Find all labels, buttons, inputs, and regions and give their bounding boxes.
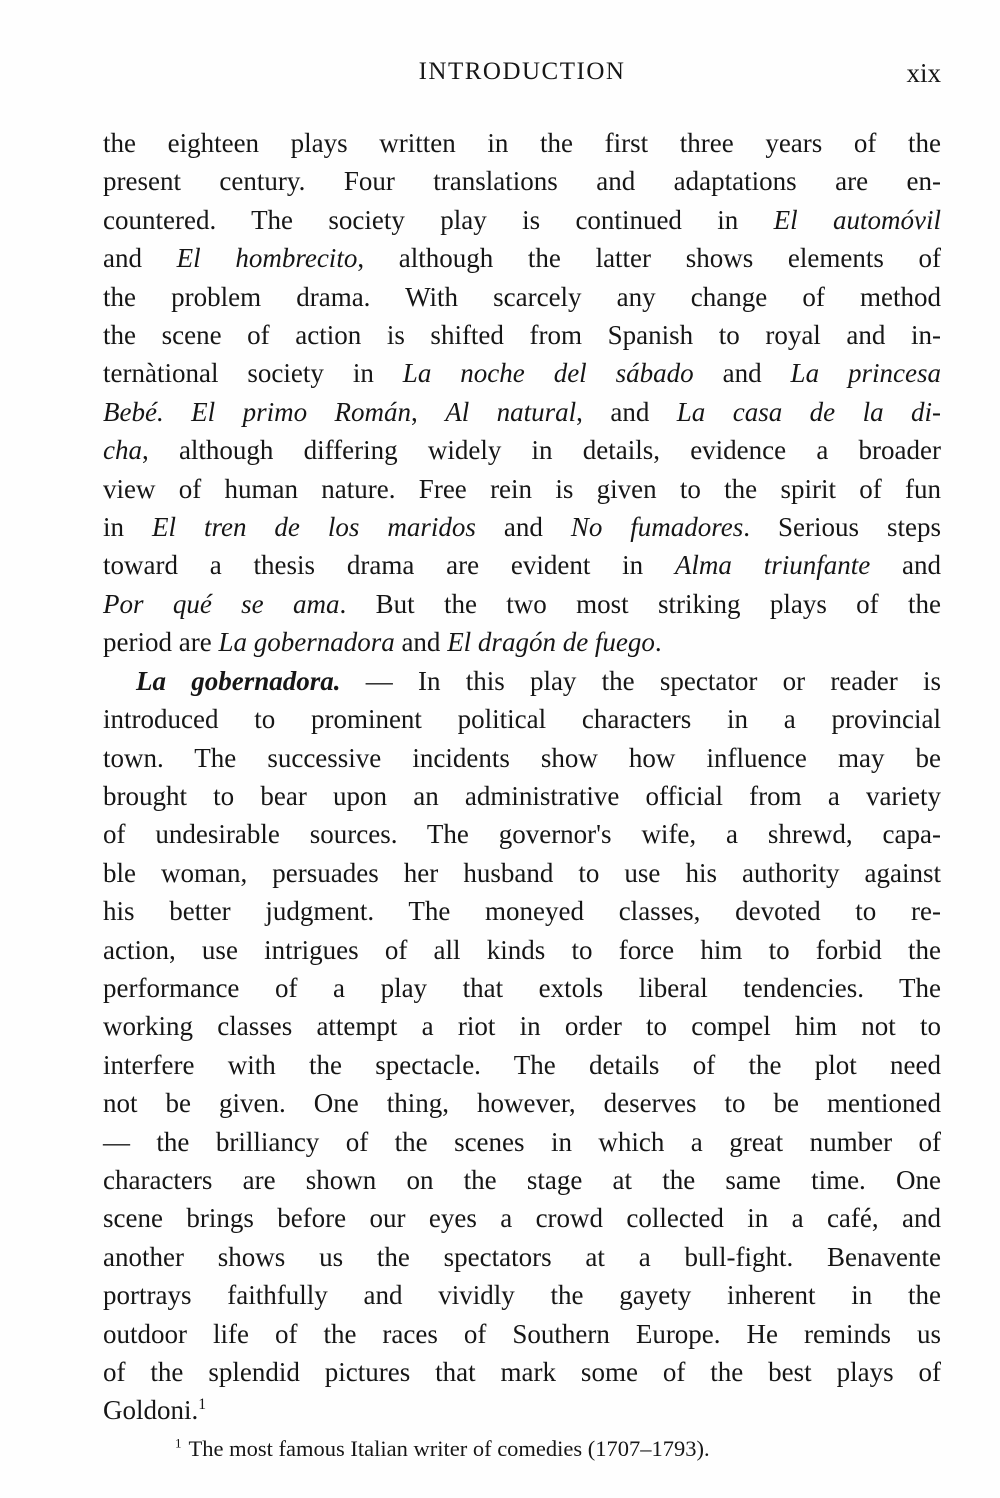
text-line [103, 1391, 941, 1429]
text-segment: Goldoni. [103, 1395, 199, 1426]
text-line [103, 662, 941, 700]
text-segment: ternàtional society in [103, 358, 403, 389]
text-line [103, 777, 941, 815]
text-segment: La gobernadora. [136, 665, 341, 696]
text-segment: and [870, 550, 941, 581]
text-line [103, 1007, 941, 1045]
text-line [103, 969, 941, 1007]
text-segment: interfere with the spectacle. The details of the plot need [103, 1049, 941, 1080]
text-segment: in [103, 512, 152, 543]
text-line [103, 278, 941, 316]
page-header [103, 58, 941, 92]
text-segment: — the brilliancy of the scenes in which a great number of [103, 1126, 941, 1157]
text-line [103, 354, 941, 392]
text-segment: cha [103, 435, 142, 466]
page-body [103, 124, 941, 1430]
text-segment: scene brings before our eyes a crowd collected in a café, and [103, 1203, 941, 1234]
text-line [103, 1084, 941, 1122]
text-segment: . But the two most striking plays of the [339, 588, 941, 619]
text-segment: . [654, 627, 662, 658]
text-segment: another shows us the spectators at a bull-fight. Benavente [103, 1241, 941, 1272]
text-line [103, 815, 941, 853]
text-line [103, 1123, 941, 1161]
text-line [103, 931, 941, 969]
text-segment: brought to bear upon an administrative official from a variety [103, 780, 941, 811]
footnote-marker: 1 [175, 1435, 182, 1451]
text-segment: . Serious steps [743, 512, 941, 543]
text-segment: not be given. One thing, however, deserves to be mentioned [103, 1088, 941, 1119]
text-line [103, 124, 941, 162]
text-segment: — In this play the spectator or reader is [340, 665, 941, 696]
running-head-title: INTRODUCTION [418, 58, 626, 85]
text-line [103, 201, 941, 239]
text-segment: ble woman, persuades her husband to use his authority against [103, 857, 941, 888]
text-segment: the scene of action is shifted from Spanish to royal and in- [103, 320, 941, 351]
text-line [103, 700, 941, 738]
text-line [103, 1238, 941, 1276]
text-segment: the eighteen plays written in the first three years of the [103, 128, 941, 158]
text-segment: Por qué se ama [103, 588, 340, 619]
text-line [103, 1276, 941, 1314]
text-line [103, 1046, 941, 1084]
text-segment: and [475, 512, 571, 543]
text-segment: working classes attempt a riot in order to compel him not to [103, 1011, 941, 1042]
text-line [103, 508, 941, 546]
text-segment: 1 [198, 1396, 207, 1414]
text-segment: La gobernadora [218, 627, 395, 658]
text-segment: and [394, 627, 448, 658]
text-segment: introduced to prominent political characters in a provincial [103, 704, 941, 735]
text-segment: town. The successive incidents show how influence may be [103, 742, 941, 773]
text-line [103, 470, 941, 508]
text-segment: portrays faithfully and vividly the gayety inherent in the [103, 1280, 941, 1311]
text-segment: Alma triunfante [674, 550, 871, 581]
text-line [103, 1353, 941, 1391]
text-segment: , although the latter shows elements of [357, 243, 942, 274]
text-segment: and [103, 243, 177, 274]
text-segment: El primo Román [191, 396, 412, 427]
text-segment: El hombrecito [176, 243, 358, 274]
text-segment: , and [576, 396, 677, 427]
text-segment: Bebé. [103, 396, 164, 427]
text-line [103, 1199, 941, 1237]
text-line [103, 892, 941, 930]
text-line [103, 393, 941, 431]
text-segment: No fumadores [570, 512, 744, 543]
text-line [103, 431, 941, 469]
text-segment: El tren de los maridos [151, 512, 476, 543]
text-line [103, 316, 941, 354]
text-segment: , although differing widely in details, evidence a broader [141, 435, 941, 466]
text-segment: his better judgment. The moneyed classes, devoted to re- [103, 896, 941, 927]
text-segment: La noche del sábado [402, 358, 694, 389]
text-segment: La casa de la di- [676, 396, 942, 427]
text-line [103, 546, 941, 584]
text-segment [164, 397, 191, 427]
text-segment: action, use intrigues of all kinds to force him to forbid the [103, 934, 941, 965]
text-line [103, 585, 941, 623]
text-segment: present century. Four translations and adaptations are en- [103, 166, 941, 197]
text-segment: toward a thesis drama are evident in [103, 550, 675, 581]
text-segment: Al natural [445, 396, 577, 427]
text-segment: , [411, 396, 446, 427]
text-segment: El automóvil [773, 204, 941, 235]
text-line [103, 162, 941, 200]
text-line [103, 1315, 941, 1353]
text-line [103, 623, 941, 661]
text-segment: outdoor life of the races of Southern Europe. He reminds us [103, 1318, 941, 1349]
text-segment: the problem drama. With scarcely any change of method [103, 281, 941, 312]
footnote [103, 1434, 1000, 1464]
footnote-text: The most famous Italian writer of comedies (1707–1793). [188, 1436, 710, 1461]
text-segment: characters are shown on the stage at the same time. One [103, 1164, 941, 1195]
text-segment: La princesa [790, 358, 942, 389]
text-segment: performance of a play that extols liberal tendencies. The [103, 972, 941, 1003]
page-number: xix [906, 58, 941, 88]
text-segment: period are [103, 627, 219, 658]
text-segment: of undesirable sources. The governor's wife, a shrewd, capa- [103, 819, 941, 850]
text-segment: El dragón de fuego [447, 627, 655, 658]
text-segment: of the splendid pictures that mark some of the best plays of [103, 1357, 941, 1387]
text-segment: view of human nature. Free rein is given to the spirit of fun [103, 473, 941, 504]
text-line [103, 739, 941, 777]
text-line [103, 1161, 941, 1199]
text-segment: countered. The society play is continued in [103, 204, 774, 235]
text-segment: and [693, 358, 791, 389]
text-line [103, 854, 941, 892]
text-line [103, 239, 941, 277]
